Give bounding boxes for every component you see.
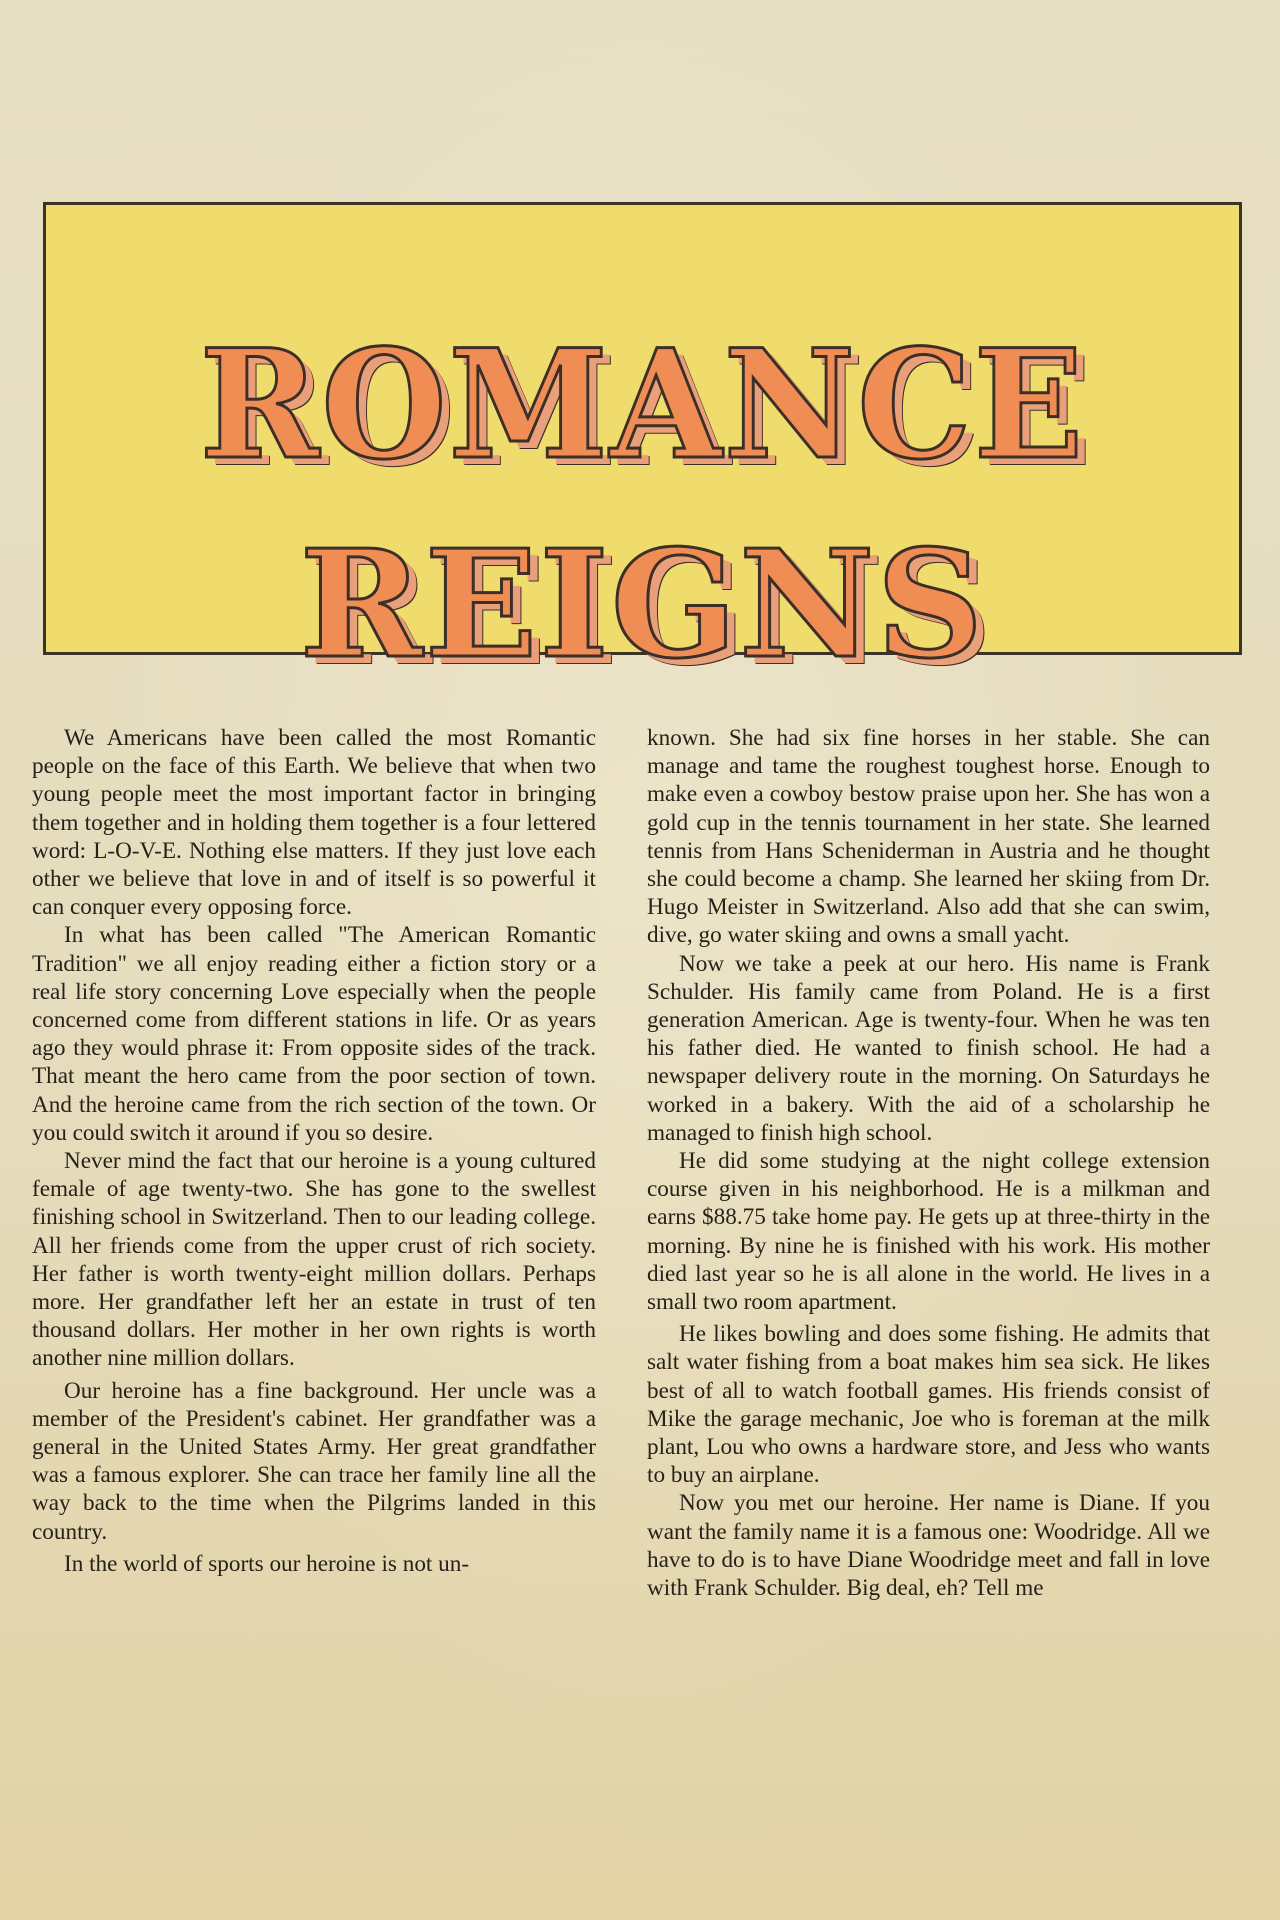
paragraph: Now we take a peek at our hero. His name is Frank Schulder. His family came from Poland. He is a first generation American. Age is twenty-four. When he was ten his father died. He wanted to finish school. He had a newspaper delivery route in the morning. On Saturdays he worked in a bakery. With the aid of a scholarship he managed to finish high school. (647, 950, 1210, 1146)
paragraph: He did some studying at the night college extension course given in his neighborhood. He is a milkman and earns $88.75 take home pay. He gets up at three-thirty in the morning. By nine he is finished with his work. His mother died last year so he is all alone in the world. He lives in a small two room apartment. (647, 1148, 1210, 1316)
paragraph: Never mind the fact that our heroine is a young cultured female of age twenty-two. She has gone to the swellest finishing school in Switzerland. Then to our leading college. All her friends come from the upper crust of rich society. Her father is worth twenty-eight million dollars. Perhaps more. Her grandfather left her an estate in trust of ten thousand dollars. Her mother in her own rights is worth another nine million dollars. (32, 1148, 596, 1372)
paragraph: He likes bowling and does some fishing. He admits that salt water fishing from a boat makes him sea sick. He likes best of all to watch football games. His friends consist of Mike the garage mechanic, Joe who is foreman at the milk plant, Lou who owns a hardware store, and Jess who wants to buy an airplane. (647, 1321, 1210, 1489)
paragraph-continued: known. She had six fine horses in her stable. She can manage and tame the roughest toughest horse. Enough to make even a cowboy bestow praise upon her. She has won a gold cup in the tennis tournament in her state. She learned tennis from Hans Scheniderman in Austria and he thought she could become a champ. She learned her skiing from Dr. Hugo Meister in Switzerland. Also add that she can swim, dive, go water skiing and owns a small yacht. (647, 725, 1210, 949)
paragraph: Now you met our heroine. Her name is Diane. If you want the family name it is a famous one: Woodridge. All we have to do is to have Diane Woodridge meet and fall in love with Frank Schulder. Big deal, eh? Tell me (647, 1490, 1210, 1602)
paragraph: Our heroine has a fine background. Her uncle was a member of the President's cabinet. Her grandfather was a general in the United States Army. Her great grandfather was a famous explorer. She can trace her family line all the way back to the time when the Pilgrims landed in this country. (32, 1377, 596, 1545)
paragraph: We Americans have been called the most Romantic people on the face of this Earth. We believe that when two young people meet the most important factor in bringing them together and in holding them together is a four lettered word: L-O-V-E. Nothing else matters. If they just love each other we believe that love in and of itself is so powerful it can conquer every opposing force. (32, 725, 596, 921)
article-column-left (32, 724, 596, 1578)
title-banner (43, 202, 1242, 691)
paragraph: In the world of sports our heroine is not un- (64, 1550, 470, 1577)
title-line-romance: ROMANCE (199, 317, 1086, 493)
paragraph: In what has been called "The American Romantic Tradition" we all enjoy reading either a fiction story or a real life story concerning Love especially when the people concerned come from different stations in life. Or as years ago they would phrase it: From opposite sides of the track. That meant the hero came from the poor section of town. And the heroine came from the rich section of the town. Or you could switch it around if you so desire. (32, 922, 596, 1146)
title-line-reigns: REIGNS (299, 517, 986, 691)
article-column-right (647, 724, 1210, 1602)
